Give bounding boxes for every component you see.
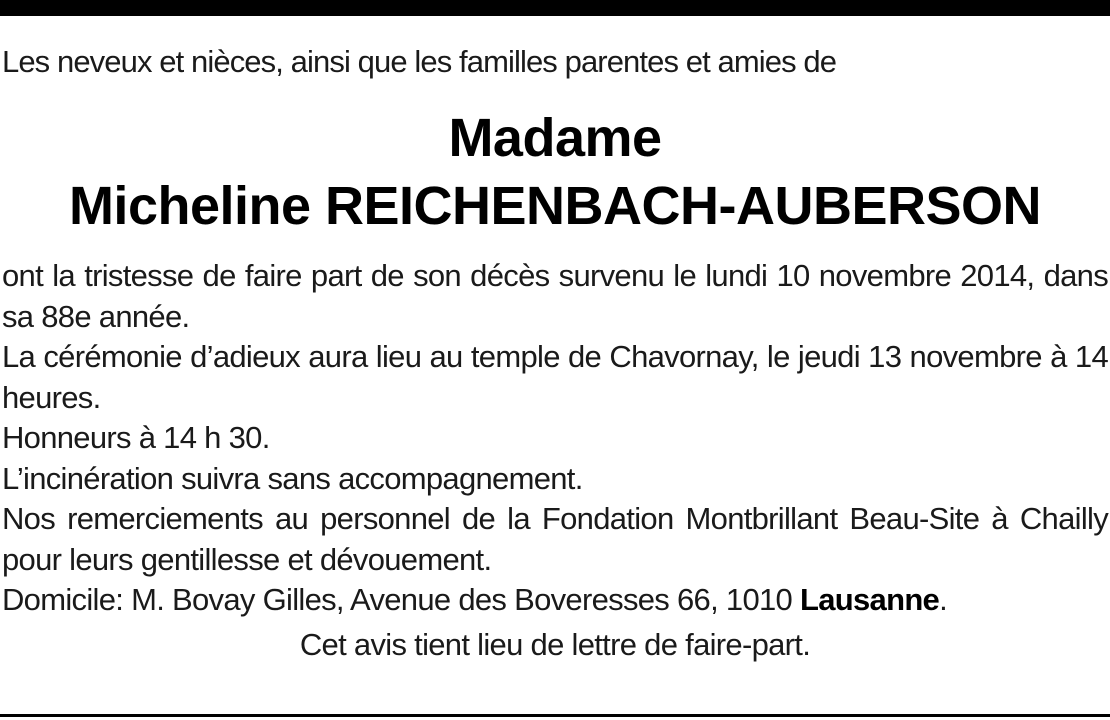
notice-intro: Les neveux et nièces, ainsi que les familles parentes et amies de: [2, 44, 837, 79]
bottom-rule: [0, 714, 1110, 717]
domicile-period: .: [939, 582, 948, 617]
obituary-notice: [2, 42, 1108, 665]
thanks-note: Nos remerciements au personnel de la Fondation Montbrillant Beau-Site à Chailly pour leurs gentillesse et dévouement.: [2, 501, 1108, 577]
domicile-address: Domicile: M. Bovay Gilles, Avenue des Boveresses 66, 1010: [2, 582, 800, 617]
ceremony-details: La cérémonie d’adieux aura lieu au temple de Chavornay, le jeudi 13 novembre à 14 heures.: [2, 339, 1108, 415]
incineration-note: L’incinération suivra sans accompagnement.: [2, 460, 583, 496]
deceased-name-block: [2, 104, 1108, 240]
domicile-line: [2, 580, 1108, 621]
closing-note: Cet avis tient lieu de lettre de faire-part.: [299, 626, 811, 662]
domicile-city: Lausanne: [799, 582, 940, 617]
deceased-full-name: Micheline REICHENBACH-AUBERSON: [68, 176, 1042, 236]
deceased-title: Madame: [448, 108, 662, 168]
death-announcement: ont la tristesse de faire part de son décès survenu le lundi 10 novembre 2014, dans sa 88e année.: [2, 258, 1108, 334]
honors-time: Honneurs à 14 h 30.: [2, 420, 270, 455]
notice-body: [2, 256, 1108, 665]
top-rule: [0, 0, 1110, 16]
